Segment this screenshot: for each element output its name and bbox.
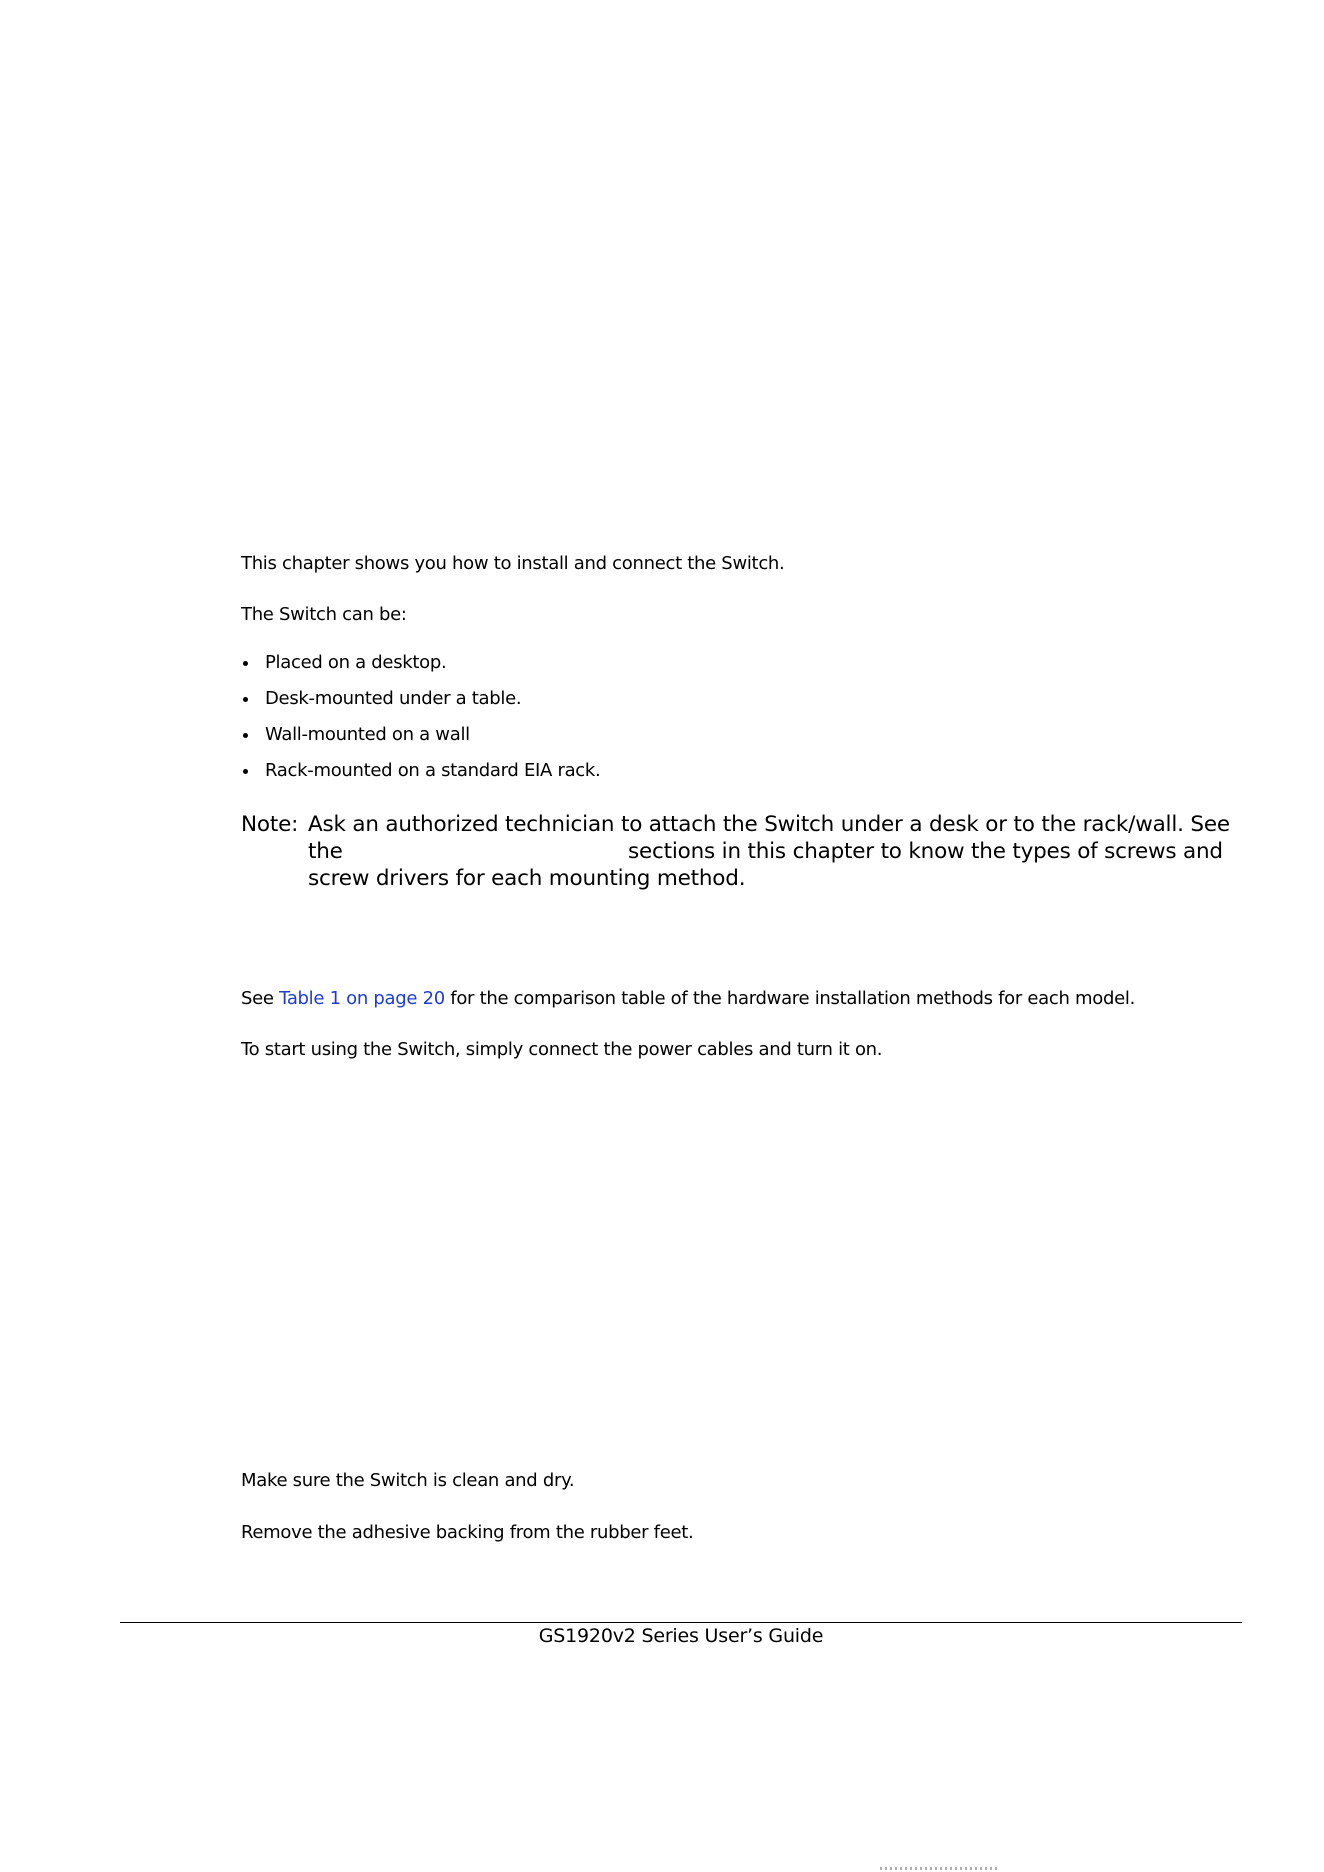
list-item bbox=[241, 759, 600, 795]
note-line-1: Ask an authorized technician to attach the Switch under a desk or to the rack/wall. See bbox=[308, 812, 1230, 837]
list-item bbox=[241, 687, 600, 723]
start-using-paragraph: To start using the Switch, simply connect the power cables and turn it on. bbox=[241, 1039, 883, 1060]
note-line-2-end: sections in this chapter to know the types of screws and bbox=[628, 839, 1223, 864]
mount-options-intro: The Switch can be: bbox=[241, 604, 407, 625]
list-item-text: Wall-mounted on a wall bbox=[265, 724, 470, 745]
list-item-text: Desk-mounted under a table. bbox=[265, 688, 522, 709]
comparison-suffix: for the comparison table of the hardware installation methods for each model. bbox=[444, 988, 1136, 1009]
bullet-icon bbox=[243, 769, 248, 774]
bullet-icon bbox=[243, 661, 248, 666]
footer-title: GS1920v2 Series User’s Guide bbox=[538, 1625, 824, 1647]
list-item-text: Rack-mounted on a standard EIA rack. bbox=[265, 760, 601, 781]
list-item bbox=[241, 651, 600, 687]
note-line-2-start: the bbox=[308, 839, 343, 864]
step-clean-dry: Make sure the Switch is clean and dry. bbox=[241, 1470, 575, 1491]
note-label: Note: bbox=[241, 812, 299, 837]
bullet-icon bbox=[243, 697, 248, 702]
note-line-3: screw drivers for each mounting method. bbox=[308, 866, 746, 891]
scan-artifact bbox=[880, 1867, 1000, 1870]
table-reference-link[interactable]: Table 1 on page 20 bbox=[279, 988, 445, 1009]
list-item-text: Placed on a desktop. bbox=[265, 652, 447, 673]
intro-paragraph: This chapter shows you how to install and connect the Switch. bbox=[241, 553, 785, 574]
bullet-icon bbox=[243, 733, 248, 738]
step-remove-backing: Remove the adhesive backing from the rubber feet. bbox=[241, 1522, 694, 1543]
comparison-prefix: See bbox=[241, 988, 280, 1009]
mount-options-list bbox=[241, 651, 600, 795]
comparison-paragraph bbox=[241, 987, 1135, 1011]
list-item bbox=[241, 723, 600, 759]
